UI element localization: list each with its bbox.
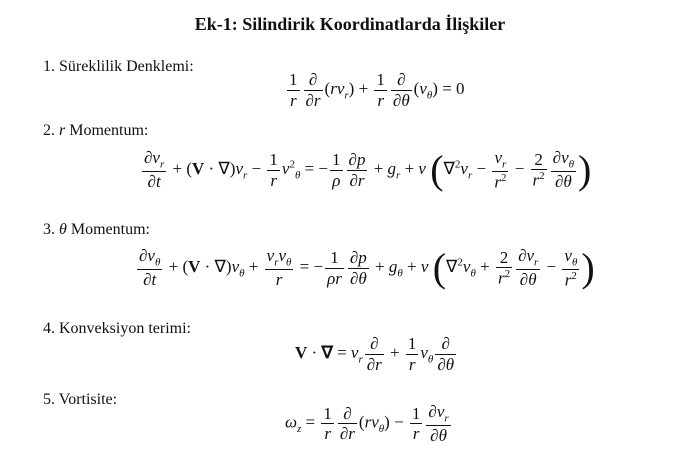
equation-r-momentum: $\frac{\partial v_r}{\partial t}$ + $(V \cdot \nabla)v_r$ − $\frac{1}{r}$ $v^2_\theta$ = − $\frac{1}{\rho}$ $\frac{\partial p}{\partial r}$ + $g_r + \nu$ ($\nabla^2v_r$ − $\frac{v_r}{r^2}$ − $\frac{2}{r^2}$ $\frac{\partial v_\theta}{\partial\theta}$ ) [144,147,592,193]
item-convection [43,320,191,338]
item-label: Süreklilik Denklemi: [59,58,194,75]
item-label: Konveksiyon terimi: [59,320,191,337]
item-continuity [43,58,194,76]
page-title: Ek-1: Silindirik Koordinatlarda İlişkiler [194,14,506,34]
item-label: Momentum: [65,122,149,139]
item-number: 5. [43,391,55,408]
item-theta-momentum [43,221,150,239]
item-symbol: θ [59,221,67,238]
equation-convection: V · ∇ = $v_r$ $\frac{\partial}{\partial r}$ + $\frac{1}{r}$ $v_\theta$ $\frac{\partial}{\partial\theta}$ [295,334,455,374]
item-label: Momentum: [66,221,150,238]
item-number: 2. [43,122,55,139]
item-vorticity [43,391,117,409]
item-number: 1. [43,58,55,75]
item-number: 3. [43,221,55,238]
item-r-momentum [43,122,148,140]
item-label: Vortisite: [58,391,118,408]
item-number: 4. [43,320,55,337]
equation-vorticity: $\omega_z$ = $\frac{1}{r}$ $\frac{\partial}{\partial r}$ $(rv_\theta)$ − $\frac{1}{r}$ $\frac{\partial v_r}{\partial\theta}$ [285,402,449,446]
equation-theta-momentum: $\frac{\partial v_\theta}{\partial t}$ + $(V \cdot \nabla)v_\theta$ + $\frac{v_rv_\theta}{r}$ = − $\frac{1}{\rho r}$ $\frac{\partial p}{\partial\theta}$ + $g_\theta + \nu$ ($\nabla^2v_\theta$ + $\frac{2}{r^2}$ $\frac{\partial v_r}{\partial\theta}$ − $\frac{v_\theta}{r^2}$ ) [139,245,595,291]
equation-continuity: $\frac{1}{r}$ $\frac{\partial}{\partial r}$ $(rv_r)$ + $\frac{1}{r}$ $\frac{\partial}{\partial\theta}$ $(v_\theta) = 0$ [289,70,465,110]
item-symbol: r [59,122,66,139]
